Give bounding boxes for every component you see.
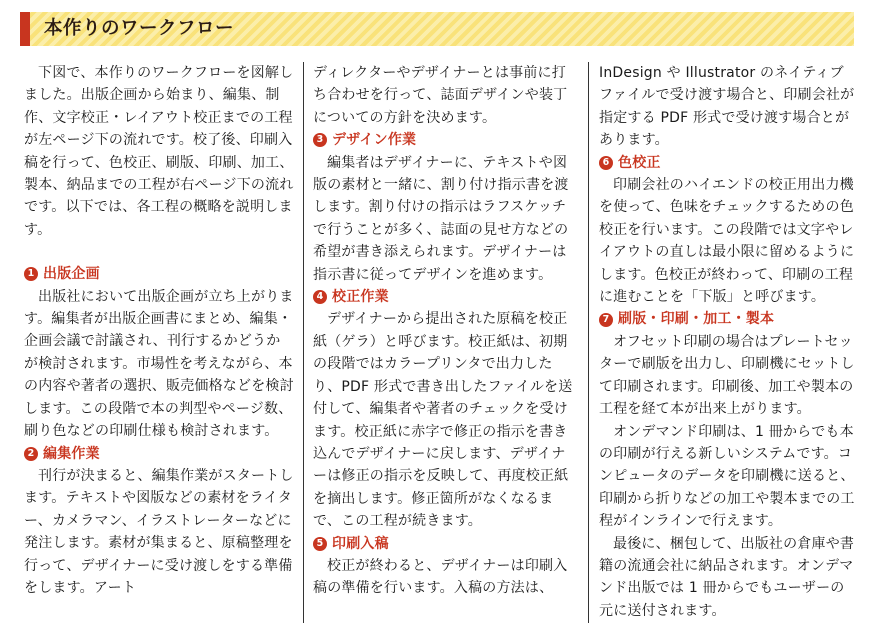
section-heading-4: [313, 286, 578, 308]
section-heading-6: [599, 152, 857, 174]
section-heading-5: [313, 533, 578, 555]
column-divider: [588, 62, 589, 623]
text-column-3: [599, 62, 857, 623]
section-paragraph: 刊行が決まると、編集作業がスタートします。テキストや図版などの素材をライター、カメラマン、イラストレーターなどに発注します。素材が集まると、原稿整理を行って、デザイナーに受け渡しをする準備をします。アート: [24, 467, 294, 596]
section-title: 出版企画: [43, 266, 100, 283]
section-number-badge: 1: [24, 267, 38, 281]
section-paragraph: オフセット印刷の場合はプレートセッターで刷版を出力し、印刷機にセットして印刷されます。印刷後、加工や製本の工程を経て本が出来上がります。: [599, 333, 855, 418]
section-number-badge: 4: [313, 290, 327, 304]
section-paragraph-continued: InDesign や Illustrator のネイティブファイルで受け渡す場合と、印刷会社が指定する PDF 形式で受け渡す場合とがあります。: [599, 65, 855, 149]
section-heading-3: [313, 129, 578, 151]
section-paragraph: 出版社において出版企画が立ち上がります。編集者が出版企画書にまとめ、編集・企画会議で討議され、刊行するかどうかが検討されます。市場性を考えながら、本の内容や著者の選択、販売価格などを検討します。この段階で本の判型やページ数、刷り色などの印刷仕様も検討されます。: [24, 288, 294, 440]
section-title: 編集作業: [43, 445, 100, 462]
text-column-1: [24, 62, 294, 623]
intro-paragraph: 下図で、本作りのワークフローを図解しました。出版企画から始まり、編集、制作、文字校正・レイアウト校正までの工程が左ページ下の流れです。校了後、印刷入稿を行って、色校正、刷版、印刷、加工、製本、納品までの工程が右ページ下の流れです。以下では、各工程の概略を説明します。: [24, 65, 294, 238]
title-accent-mark: [20, 12, 30, 46]
section-title: 校正作業: [332, 289, 389, 306]
text-column-2: [313, 62, 578, 623]
section-paragraph: 編集者はデザイナーに、テキストや図版の素材と一緒に、割り付け指示書を渡します。割り付けの指示はラフスケッチで行うことが多く、誌面の見せ方などの希望が書き添えられます。デザイナーは指示書に従ってデザインを進めます。: [313, 154, 569, 283]
section-number-badge: 2: [24, 447, 38, 461]
section-number-badge: 5: [313, 537, 327, 551]
section-number-badge: 3: [313, 133, 327, 147]
section-heading-1: [24, 263, 294, 285]
section-paragraph: オンデマンド印刷は、1 冊からでも本の印刷が行える新しいシステムです。コンピュータのデータを印刷機に送ると、印刷から折りなどの加工や製本までの工程がインラインで行えます。: [599, 423, 855, 530]
section-title: 色校正: [618, 154, 661, 171]
section-paragraph-continued: ディレクターやデザイナーとは事前に打ち合わせを行って、誌面デザインや装丁についての方針を決めます。: [313, 65, 568, 126]
section-title: 印刷入稿: [332, 535, 389, 552]
section-number-badge: 6: [599, 156, 613, 170]
section-title: 刷版・印刷・加工・製本: [618, 311, 775, 328]
section-paragraph: デザイナーから提出された原稿を校正紙（ゲラ）と呼びます。校正紙は、初期の段階ではカラープリンタで出力したり、PDF 形式で書き出したファイルを送付して、編集者や著者のチェックを受けます。校正紙に赤字で修正の指示を書き込んでデザイナーに戻します、デザイナーは修正の指示を反映して、再度校正紙を摘出します。修正箇所がなくなるまで、この工程が続きます。: [313, 311, 573, 530]
section-paragraph: 印刷会社のハイエンドの校正用出力機を使って、色味をチェックするための色校正を行います。この段階では文字やレイアウトの直しは最小限に留めるようにします。色校正が終わって、印刷の工程に進むことを「下版」と呼びます。: [599, 177, 855, 306]
section-heading-2: [24, 443, 294, 465]
section-paragraph: 校正が終わると、デザイナーは印刷入稿の準備を行います。入稿の方法は、: [313, 557, 568, 597]
title-bar: [20, 12, 854, 46]
section-number-badge: 7: [599, 313, 613, 327]
column-divider: [303, 62, 304, 623]
section-title: デザイン作業: [332, 132, 417, 149]
page-title: 本作りのワークフロー: [44, 18, 235, 39]
section-heading-7: [599, 308, 857, 330]
section-paragraph: 最後に、梱包して、出版社の倉庫や書籍の流通会社に納品されます。オンデマンド出版では 1 冊からでもユーザーの元に送付されます。: [599, 535, 855, 619]
